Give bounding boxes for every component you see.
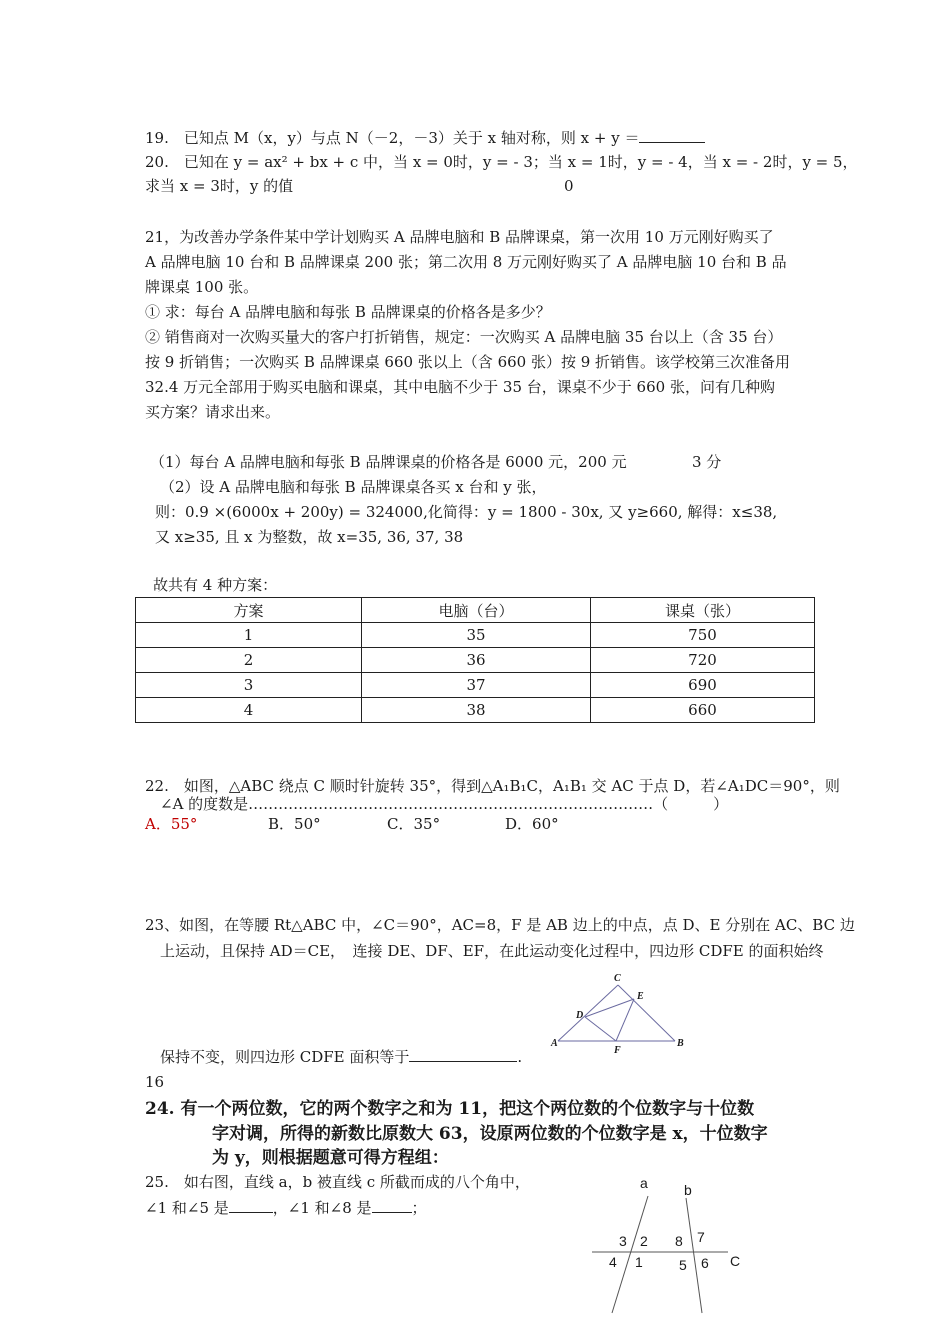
angle-8: 8 [675, 1233, 683, 1249]
table-row [136, 698, 815, 723]
segment-ef [616, 999, 634, 1041]
q21-solution-5: 故共有 4 种方案： [153, 576, 278, 594]
table-header: 电脑（台） [362, 598, 591, 623]
side-ac [558, 985, 618, 1041]
angle-5: 5 [679, 1257, 687, 1273]
q25-text-a: ∠1 和∠5 是 [145, 1199, 229, 1217]
angle-2: 2 [640, 1233, 648, 1249]
q22-line2: ∠A 的度数是………………………………………………………………………（ ） [160, 795, 729, 813]
q21-line: 按 9 折销售；一次购买 B 品牌课桌 660 张以上（含 660 张）按 9 折销售。该学校第三次准备用 [145, 353, 791, 371]
segment-de [585, 999, 634, 1017]
table-header: 方案 [136, 598, 362, 623]
q21-solution-2: （2）设 A 品牌电脑和每张 B 品牌课桌各买 x 台和 y 张， [160, 478, 547, 496]
table-cell: 37 [362, 673, 591, 698]
table-row [136, 623, 815, 648]
q21-solution-3: 则：0.9 ×(6000x + 200y) = 324000,化简得：y = 1800 - 30x, 又 y≥660, 解得：x≤38, [155, 503, 778, 521]
q25-blank-2[interactable] [372, 1196, 412, 1213]
label-e: E [637, 991, 644, 1002]
label-b: b [684, 1182, 692, 1198]
q23-line3-text: 保持不变，则四边形 CDFE 面积等于 [160, 1048, 410, 1066]
table-cell: 720 [591, 648, 815, 673]
label-a: A [551, 1038, 558, 1049]
q23-answer: 16 [145, 1073, 165, 1091]
q23-line1: 23、如图，在等腰 Rt△ABC 中，∠C＝90°，AC=8，F 是 AB 边上的中点，点 D、E 分别在 AC、BC 边 [145, 916, 855, 934]
q22-line1: 22. 如图，△ABC 绕点 C 顺时针旋转 35°，得到△A₁B₁C，A₁B₁ 交 AC 于点 D，若∠A₁DC＝90°，则 [145, 777, 840, 795]
q20-line1: 20. 已知在 y = ax² + bx + c 中，当 x = 0时，y = - 3；当 x = 1时，y = - 4，当 x = - 2时，y = 5， [145, 153, 858, 171]
table-cell: 35 [362, 623, 591, 648]
side-cb [618, 985, 675, 1041]
q19-answer-blank[interactable] [639, 126, 705, 143]
q21-line: ② 销售商对一次购买量大的客户打折销售，规定：一次购买 A 品牌电脑 35 台以上（含 35 台） [145, 328, 783, 346]
q19-line [145, 126, 705, 149]
q21-solution-1-score: 3 分 [692, 453, 722, 471]
q22-option-d[interactable]: D．60° [505, 815, 559, 833]
q25-text-c: ； [411, 1199, 427, 1217]
q25-line1: 25. 如右图，直线 a，b 被直线 c 所截而成的八个角中， [145, 1173, 530, 1191]
table-cell: 2 [136, 648, 362, 673]
q25-line2 [145, 1196, 427, 1219]
q25-lines-figure [590, 1168, 760, 1318]
q20-line2: 求当 x = 3时，y 的值 [145, 177, 294, 195]
q21-line: 牌课桌 100 张。 [145, 278, 259, 296]
table-cell: 4 [136, 698, 362, 723]
q24-line1: 24. 有一个两位数，它的两个数字之和为 11，把这个两位数的个位数字与十位数 [145, 1099, 755, 1119]
q21-solution-1: （1）每台 A 品牌电脑和每张 B 品牌课桌的价格各是 6000 元，200 元 [150, 453, 627, 471]
q25-text-b: ，∠1 和∠8 是 [272, 1199, 372, 1217]
q21-line: 21，为改善办学条件某中学计划购买 A 品牌电脑和 B 品牌课桌，第一次用 10 万元刚好购买了 [145, 228, 774, 246]
q21-line: ① 求：每台 A 品牌电脑和每张 B 品牌课桌的价格各是多少？ [145, 303, 551, 321]
table-cell: 690 [591, 673, 815, 698]
label-d: D [576, 1010, 584, 1021]
q23-line2: 上运动，且保持 AD＝CE， 连接 DE、DF、EF，在此运动变化过程中，四边形 CDFE 的面积始终 [160, 942, 824, 960]
q24-line2: 字对调，所得的新数比原数大 63，设原两位数的个位数字是 x，十位数字 [212, 1124, 768, 1144]
table-row [136, 673, 815, 698]
q25-blank-1[interactable] [229, 1196, 273, 1213]
q23-line3: 保持不变，则四边形 CDFE 面积等于 . [160, 1045, 522, 1068]
q21-line: 买方案？请求出来。 [145, 403, 281, 421]
segment-df [585, 1017, 616, 1041]
table-cell: 1 [136, 623, 362, 648]
q23-triangle-figure [550, 973, 690, 1058]
label-c: C [730, 1253, 741, 1269]
table-header-row [136, 598, 815, 623]
label-a: a [640, 1175, 648, 1191]
table-cell: 750 [591, 623, 815, 648]
q21-line: A 品牌电脑 10 台和 B 品牌课桌 200 张；第二次用 8 万元刚好购买了 A 品牌电脑 10 台和 B 品 [145, 253, 787, 271]
plan-table [135, 597, 815, 723]
label-f: F [614, 1045, 621, 1056]
table-cell: 660 [591, 698, 815, 723]
angle-6: 6 [701, 1255, 709, 1271]
table-header: 课桌（张） [591, 598, 815, 623]
q20-answer: 0 [564, 177, 574, 195]
q22-option-c[interactable]: C．35° [387, 815, 441, 833]
angle-1: 1 [635, 1254, 643, 1270]
angle-3: 3 [619, 1233, 627, 1249]
q22-option-b[interactable]: B．50° [268, 815, 321, 833]
q21-solution-4: 又 x≥35, 且 x 为整数，故 x=35, 36, 37, 38 [155, 528, 464, 546]
angle-4: 4 [609, 1254, 617, 1270]
table-cell: 38 [362, 698, 591, 723]
label-c: C [614, 973, 621, 984]
q19-text: 19. 已知点 M（x，y）与点 N（－2，－3）关于 x 轴对称，则 x + y ＝ [145, 129, 640, 147]
q21-line: 32.4 万元全部用于购买电脑和课桌，其中电脑不少于 35 台，课桌不少于 660 张，问有几种购 [145, 378, 775, 396]
table-cell: 3 [136, 673, 362, 698]
table-cell: 36 [362, 648, 591, 673]
line-b [686, 1198, 702, 1313]
label-b: B [677, 1038, 684, 1049]
angle-7: 7 [697, 1229, 705, 1245]
q22-option-a[interactable]: A．55° [145, 815, 198, 833]
q24-line3: 为 y，则根据题意可得方程组： [212, 1148, 449, 1168]
q23-answer-blank[interactable] [409, 1045, 517, 1062]
table-row [136, 648, 815, 673]
